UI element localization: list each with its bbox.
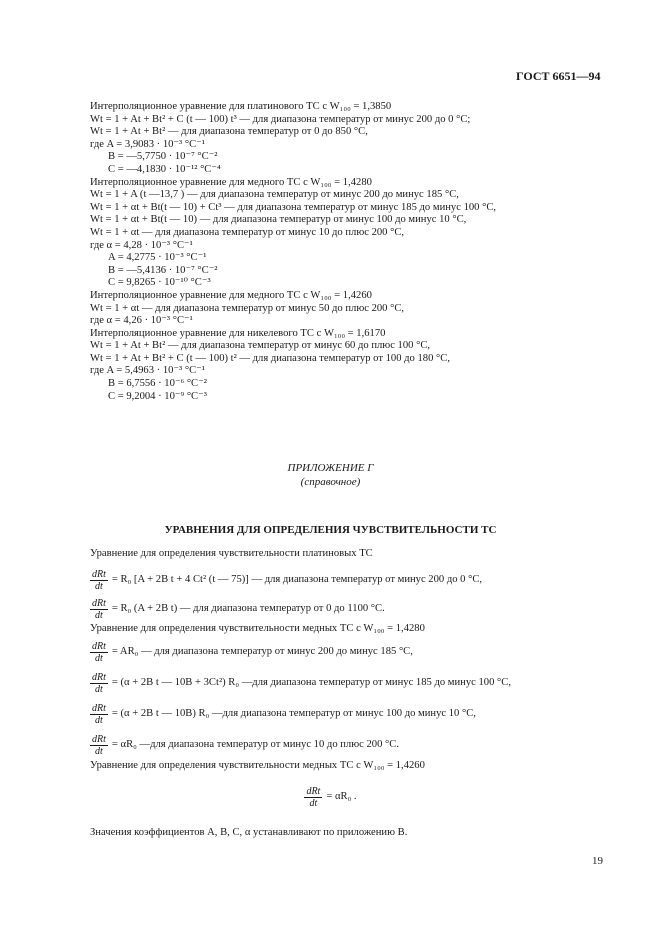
interpolation-equations xyxy=(90,101,496,403)
derivative-fraction: $\frac{\text{dRt}}{dt}$ xyxy=(92,598,106,621)
text-line: Wt = 1 + At + Bt² — для диапазона температур от 0 до 850 °С, xyxy=(90,126,368,138)
text-line: Интерполяционное уравнение для медного ТС с W₁₀₀ = 1,4280 xyxy=(90,176,372,188)
equation-text: = R₀ (A + 2B t) — для диапазона температур от 0 до 1100 °С. xyxy=(111,603,385,615)
equation-text: = αR₀ —для диапазона температур от минус 10 до плюс 200 °С. xyxy=(111,739,399,751)
intro-platinum: Уравнение для определения чувствительности платиновых ТС xyxy=(90,548,373,559)
text-line: где A = 5,4963 · 10⁻³ °С⁻¹ xyxy=(90,365,205,377)
derivative-fraction: $\frac{\text{dRt}}{dt}$ xyxy=(306,786,321,809)
text-line: C = —4,1830 · 10⁻¹² °С⁻⁴ xyxy=(108,163,221,175)
equation-text: = αR₀ . xyxy=(326,791,357,803)
text-line: где α = 4,26 · 10⁻³ °С⁻¹ xyxy=(90,315,193,327)
equation-row xyxy=(90,672,650,695)
equation-text: = R₀ [A + 2B t + 4 Ct² (t — 75)] — для диапазона температур от минус 200 до 0 °С, xyxy=(111,574,483,586)
section-title: УРАВНЕНИЯ ДЛЯ ОПРЕДЕЛЕНИЯ ЧУВСТВИТЕЛЬНОСТИ ТС xyxy=(164,524,497,536)
text-line: Wt = 1 + A (t —13,7 ) — для диапазона температур от минус 200 до минус 185 °С, xyxy=(90,189,459,201)
derivative-fraction: $\frac{\text{dRt}}{dt}$ xyxy=(92,703,106,726)
equation-row-centered xyxy=(0,786,661,809)
equation-row xyxy=(90,734,650,757)
equation-row xyxy=(90,569,650,592)
text-line: Wt = 1 + αt + Bt(t — 10) + Ct³ — для диапазона температур от минус 185 до минус 100 °С, xyxy=(90,201,497,213)
text-line: Wt = 1 + αt — для диапазона температур от минус 50 до плюс 200 °С, xyxy=(90,302,405,314)
coefficients-note: Значения коэффициентов A, B, C, α устанавливают по приложению В. xyxy=(90,827,408,838)
text-line: Wt = 1 + αt — для диапазона температур от минус 10 до плюс 200 °С, xyxy=(90,226,405,238)
intro-copper-1426: Уравнение для определения чувствительности медных ТС с W₁₀₀ = 1,4260 xyxy=(90,760,425,771)
text-line: A = 4,2775 · 10⁻³ °С⁻¹ xyxy=(108,252,207,264)
text-line: Wt = 1 + At + Bt² — для диапазона температур от минус 60 до плюс 100 °С, xyxy=(90,340,431,352)
derivative-fraction: $\frac{\text{dRt}}{dt}$ xyxy=(92,734,106,757)
derivative-fraction: $\frac{\text{dRt}}{dt}$ xyxy=(92,569,106,592)
text-line: где A = 3,9083 · 10⁻³ °С⁻¹ xyxy=(90,138,205,150)
derivative-fraction: $\frac{\text{dRt}}{dt}$ xyxy=(92,672,106,695)
equation-row xyxy=(90,703,650,726)
appendix-heading xyxy=(0,461,661,489)
text-line: где α = 4,28 · 10⁻³ °С⁻¹ xyxy=(90,239,193,251)
equation-row xyxy=(90,598,650,621)
text-line: Wt = 1 + αt + Bt(t — 10) — для диапазона температур от минус 100 до минус 10 °С, xyxy=(90,214,467,226)
text-line: Интерполяционное уравнение для медного ТС с W₁₀₀ = 1,4260 xyxy=(90,289,372,301)
intro-copper-1428: Уравнение для определения чувствительности медных ТС с W₁₀₀ = 1,4280 xyxy=(90,623,425,634)
equation-text: = (α + 2B t — 10B) R₀ —для диапазона температур от минус 100 до минус 10 °С, xyxy=(111,708,476,720)
derivative-fraction: $\frac{\text{dRt}}{dt}$ xyxy=(92,641,106,664)
text-line: C = 9,8265 · 10⁻¹⁰ °С⁻³ xyxy=(108,277,211,289)
appendix-title: ПРИЛОЖЕНИЕ Г xyxy=(287,462,374,474)
text-line: B = —5,7750 · 10⁻⁷ °С⁻² xyxy=(108,151,218,163)
appendix-subtitle: (справочное) xyxy=(300,476,361,488)
text-line: Интерполяционное уравнение для никелевого ТС с W₁₀₀ = 1,6170 xyxy=(90,327,386,339)
equation-text: = (α + 2B t — 10B + 3Ct²) R₀ —для диапазона температур от минус 185 до минус 100 °С, xyxy=(111,677,511,689)
text-line: Wt = 1 + At + Bt² + C (t — 100) t² — для диапазона температур от 100 до 180 °С, xyxy=(90,352,450,364)
sensitivity-equations xyxy=(90,548,650,841)
text-line: Wt = 1 + At + Bt² + C (t — 100) t³ — для диапазона температур от минус 200 до 0 °С; xyxy=(90,113,471,125)
text-line: B = 6,7556 · 10⁻⁶ °С⁻² xyxy=(108,378,207,390)
standard-header: ГОСТ 6651—94 xyxy=(516,69,601,83)
equation-row xyxy=(90,641,650,664)
equation-text: = AR₀ — для диапазона температур от минус 200 до минус 185 °С, xyxy=(111,646,413,658)
page-number: 19 xyxy=(592,855,603,867)
text-line: C = 9,2004 · 10⁻⁹ °С⁻³ xyxy=(108,390,207,402)
text-line: B = —5,4136 · 10⁻⁷ °С⁻² xyxy=(108,264,218,276)
text-line: Интерполяционное уравнение для платинового ТС с W₁₀₀ = 1,3850 xyxy=(90,101,392,112)
